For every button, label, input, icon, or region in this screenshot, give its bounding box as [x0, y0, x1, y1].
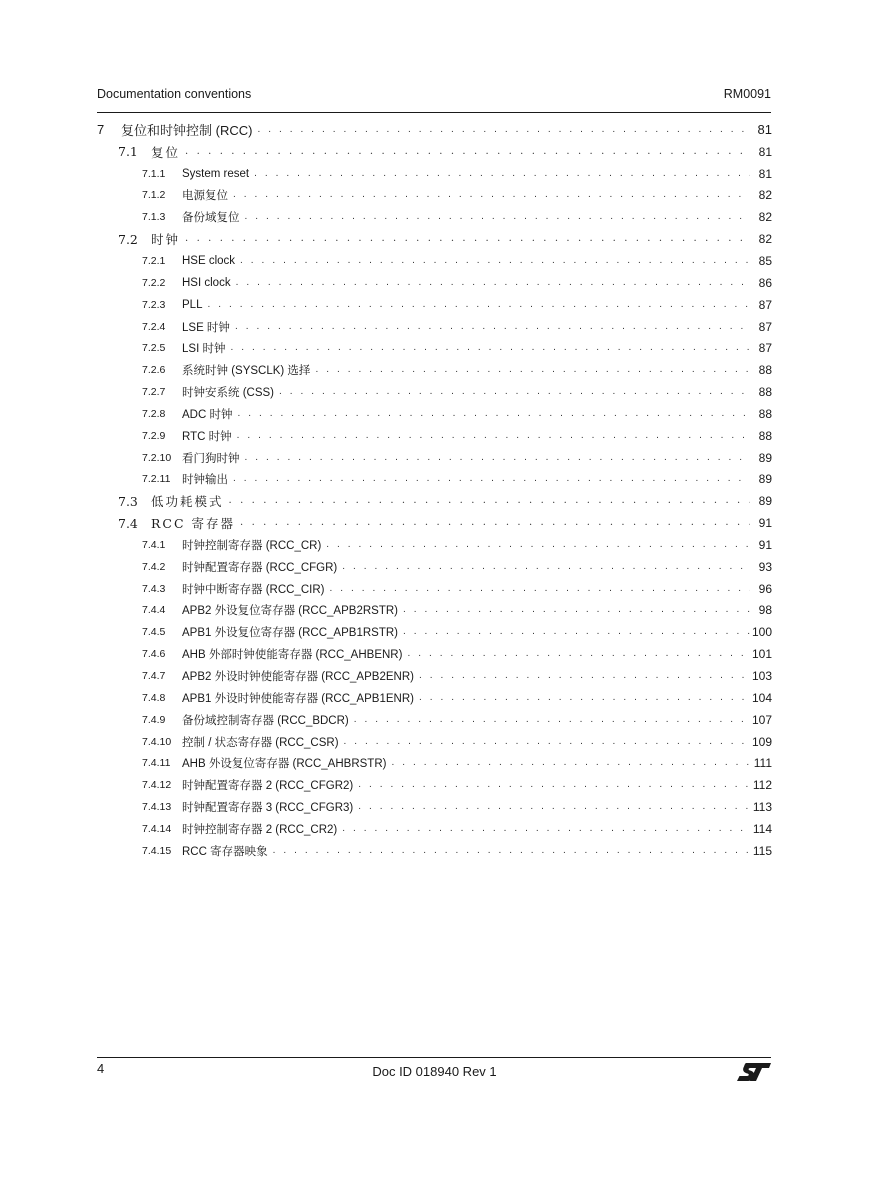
toc-entry-number: 7.4.1 — [142, 538, 166, 551]
toc-entry-number: 7 — [97, 122, 105, 138]
toc-entry-page: 115 — [752, 843, 772, 858]
toc-entry-title: 备份域复位 — [182, 212, 240, 225]
toc-leader-dots — [400, 605, 750, 615]
toc-entry-title: HSI clock — [182, 276, 231, 289]
toc-entry-number: 7.4.13 — [142, 801, 172, 814]
toc-entry-title: 控制 / 状态寄存器 (RCC_CSR) — [182, 736, 339, 749]
toc-entry-page: 85 — [758, 253, 772, 268]
toc-entry[interactable] — [97, 731, 772, 753]
toc-entry-number: 7.2.11 — [142, 473, 171, 486]
toc-entry-number: 7.2.2 — [142, 276, 166, 289]
toc-entry-page: 91 — [758, 516, 772, 531]
toc-entry-number: 7.2.4 — [142, 320, 166, 333]
toc-leader-dots — [339, 824, 750, 834]
toc-entry-title: 备份域控制寄存器 (RCC_BDCR) — [182, 714, 349, 727]
toc-leader-dots — [388, 758, 750, 768]
toc-entry-title: APB1 外设时钟使能寄存器 (RCC_APB1ENR) — [182, 692, 414, 705]
table-of-contents — [97, 119, 772, 862]
toc-entry-page: 81 — [758, 144, 772, 159]
toc-entry[interactable] — [97, 228, 772, 250]
toc-entry[interactable] — [97, 250, 772, 272]
toc-entry-page: 109 — [751, 734, 772, 749]
toc-leader-dots — [237, 518, 750, 528]
toc-entry-title: 时钟 — [151, 232, 181, 248]
toc-entry-number: 7.4.6 — [142, 648, 166, 661]
page-number: 4 — [97, 1061, 105, 1076]
toc-entry[interactable] — [97, 381, 772, 403]
toc-leader-dots — [237, 256, 750, 266]
toc-leader-dots — [270, 846, 750, 856]
toc-leader-dots — [242, 453, 751, 463]
toc-entry-page: 96 — [758, 581, 772, 596]
toc-entry[interactable] — [97, 294, 772, 316]
toc-entry-title: 低功耗模式 — [151, 494, 224, 510]
toc-leader-dots — [351, 715, 750, 725]
toc-entry-page: 88 — [758, 428, 772, 443]
toc-leader-dots — [323, 540, 750, 550]
toc-entry[interactable] — [97, 403, 772, 425]
toc-entry-number: 7.2 — [118, 231, 138, 247]
toc-entry-title: APB1 外设复位寄存器 (RCC_APB1RSTR) — [182, 627, 398, 640]
toc-entry-title: RCC 寄存器映象 — [182, 845, 268, 858]
toc-entry-page: 98 — [758, 603, 772, 618]
toc-entry-title: 时钟中断寄存器 (RCC_CIR) — [182, 583, 325, 596]
toc-entry-title: 时钟配置寄存器 2 (RCC_CFGR2) — [182, 780, 354, 793]
toc-entry[interactable] — [97, 600, 772, 622]
toc-entry-page: 88 — [758, 406, 772, 421]
toc-leader-dots — [404, 649, 750, 659]
toc-entry[interactable] — [97, 578, 772, 600]
toc-leader-dots — [230, 190, 750, 200]
toc-entry-title: HSE clock — [182, 254, 236, 267]
toc-leader-dots — [326, 584, 750, 594]
toc-entry-page: 101 — [751, 647, 772, 662]
toc-entry-title: LSE 时钟 — [182, 321, 230, 334]
toc-entry-number: 7.4.12 — [142, 779, 172, 792]
toc-entry-page: 112 — [752, 778, 772, 793]
toc-leader-dots — [234, 431, 750, 441]
toc-entry[interactable] — [97, 163, 772, 185]
toc-entry-number: 7.4.11 — [142, 757, 171, 770]
doc-id: Doc ID 018940 Rev 1 — [372, 1064, 497, 1079]
toc-entry-page: 104 — [751, 690, 772, 705]
toc-entry-title: 时钟输出 — [182, 474, 228, 487]
toc-entry-number: 7.1.1 — [142, 167, 166, 180]
toc-leader-dots — [312, 365, 750, 375]
toc-entry-page: 107 — [751, 712, 772, 727]
toc-entry-title: ADC 时钟 — [182, 408, 233, 421]
toc-entry[interactable] — [97, 141, 772, 163]
toc-entry-page: 87 — [758, 297, 772, 312]
toc-entry[interactable] — [97, 272, 772, 294]
toc-entry[interactable] — [97, 469, 772, 491]
toc-entry-title: APB2 外设复位寄存器 (RCC_APB2RSTR) — [182, 605, 398, 618]
toc-entry-number: 7.4.3 — [142, 582, 166, 595]
toc-entry-title: 复位 — [151, 144, 181, 160]
toc-leader-dots — [232, 322, 750, 332]
toc-entry[interactable] — [97, 621, 772, 643]
st-logo-icon — [737, 1062, 771, 1082]
toc-leader-dots — [182, 234, 750, 244]
toc-entry-number: 7.1.3 — [142, 211, 166, 224]
toc-entry-page: 87 — [758, 341, 772, 356]
toc-entry-page: 113 — [752, 800, 772, 815]
toc-entry[interactable] — [97, 687, 772, 709]
toc-entry-title: AHB 外设复位寄存器 (RCC_AHBRSTR) — [182, 758, 387, 771]
toc-entry-number: 7.4.2 — [142, 560, 166, 573]
toc-entry-title: RTC 时钟 — [182, 430, 232, 443]
page-header — [97, 87, 771, 107]
toc-entry-number: 7.2.10 — [142, 451, 172, 464]
toc-entry[interactable] — [97, 359, 772, 381]
toc-entry-title: System reset — [182, 167, 250, 180]
header-doc-ref: RM0091 — [723, 87, 771, 101]
toc-entry-number: 7.2.3 — [142, 298, 166, 311]
toc-entry[interactable] — [97, 556, 772, 578]
toc-entry-title: RCC 寄存器 — [151, 516, 236, 532]
toc-entry-number: 7.2.5 — [142, 342, 166, 355]
toc-entry[interactable] — [97, 425, 772, 447]
toc-leader-dots — [204, 300, 750, 310]
toc-entry[interactable] — [97, 206, 772, 228]
toc-leader-dots — [339, 562, 750, 572]
toc-entry[interactable] — [97, 665, 772, 687]
toc-leader-dots — [233, 278, 750, 288]
toc-entry[interactable] — [97, 818, 772, 840]
toc-leader-dots — [400, 627, 750, 637]
toc-entry-number: 7.4.5 — [142, 626, 166, 639]
toc-entry-page: 111 — [753, 756, 772, 771]
header-divider — [97, 112, 771, 113]
toc-leader-dots — [242, 212, 751, 222]
toc-entry-title: 时钟安系统 (CSS) — [182, 387, 274, 400]
toc-entry-page: 114 — [752, 821, 772, 836]
toc-entry-number: 7.1.2 — [142, 189, 166, 202]
toc-entry-page: 93 — [758, 559, 772, 574]
header-section-title: Documentation conventions — [97, 87, 252, 101]
toc-entry[interactable] — [97, 119, 772, 141]
toc-entry-number: 7.4.7 — [142, 670, 166, 683]
toc-entry-page: 100 — [751, 625, 772, 640]
toc-leader-dots — [341, 737, 750, 747]
toc-entry[interactable] — [97, 840, 772, 862]
toc-entry-title: 时钟控制寄存器 2 (RCC_CR2) — [182, 823, 338, 836]
toc-entry[interactable] — [97, 796, 772, 818]
toc-entry[interactable] — [97, 643, 772, 665]
toc-entry-page: 87 — [758, 319, 772, 334]
toc-entry-page: 89 — [758, 450, 772, 465]
toc-entry[interactable] — [97, 337, 772, 359]
toc-entry[interactable] — [97, 752, 772, 774]
toc-entry-page: 81 — [757, 122, 772, 138]
toc-entry[interactable] — [97, 447, 772, 469]
toc-entry-page: 89 — [758, 494, 772, 509]
toc-entry-number: 7.2.1 — [142, 254, 166, 267]
toc-entry-title: 看门狗时钟 — [182, 452, 240, 465]
toc-entry-number: 7.2.7 — [142, 386, 166, 399]
toc-leader-dots — [355, 780, 750, 790]
toc-entry-title: 时钟控制寄存器 (RCC_CR) — [182, 539, 322, 552]
toc-leader-dots — [254, 125, 750, 135]
toc-leader-dots — [234, 409, 750, 419]
toc-entry-title: AHB 外部时钟使能寄存器 (RCC_AHBENR) — [182, 649, 403, 662]
toc-leader-dots — [251, 169, 750, 179]
toc-entry-page: 82 — [758, 210, 772, 225]
toc-entry-number: 7.4.14 — [142, 822, 172, 835]
toc-entry-page: 82 — [758, 232, 772, 247]
toc-entry-title: PLL — [182, 298, 203, 311]
toc-entry-page: 88 — [758, 385, 772, 400]
toc-entry-number: 7.4.15 — [142, 844, 172, 857]
toc-entry-number: 7.1 — [118, 144, 138, 160]
toc-entry[interactable] — [97, 185, 772, 207]
toc-entry-title: APB2 外设时钟使能寄存器 (RCC_APB2ENR) — [182, 671, 414, 684]
toc-entry-number: 7.4.9 — [142, 713, 166, 726]
toc-entry-number: 7.4 — [118, 515, 138, 531]
toc-entry-title: 时钟配置寄存器 (RCC_CFGR) — [182, 561, 338, 574]
toc-entry-page: 82 — [758, 188, 772, 203]
footer-divider — [97, 1057, 771, 1058]
toc-leader-dots — [276, 387, 750, 397]
toc-entry-number: 7.4.4 — [142, 604, 166, 617]
toc-entry-title: 复位和时钟控制 (RCC) — [121, 123, 253, 139]
toc-entry[interactable] — [97, 534, 772, 556]
toc-entry-title: 系统时钟 (SYSCLK) 选择 — [182, 365, 311, 378]
toc-entry[interactable] — [97, 512, 772, 534]
toc-entry-number: 7.2.9 — [142, 429, 166, 442]
toc-entry-number: 7.2.8 — [142, 407, 166, 420]
toc-entry-page: 88 — [758, 363, 772, 378]
toc-entry[interactable] — [97, 316, 772, 338]
toc-entry-title: LSI 时钟 — [182, 343, 226, 356]
toc-leader-dots — [182, 147, 750, 157]
toc-entry-page: 81 — [758, 166, 772, 181]
toc-entry-number: 7.3 — [118, 493, 138, 509]
toc-entry[interactable] — [97, 774, 772, 796]
toc-leader-dots — [355, 802, 750, 812]
toc-leader-dots — [230, 474, 750, 484]
toc-entry-page: 89 — [758, 472, 772, 487]
toc-entry[interactable] — [97, 709, 772, 731]
toc-entry-page: 103 — [751, 669, 772, 684]
toc-entry-number: 7.2.6 — [142, 364, 166, 377]
toc-entry-title: 时钟配置寄存器 3 (RCC_CFGR3) — [182, 802, 354, 815]
toc-entry-title: 电源复位 — [182, 190, 228, 203]
toc-leader-dots — [416, 671, 750, 681]
toc-entry-number: 7.4.8 — [142, 691, 166, 704]
toc-leader-dots — [226, 496, 750, 506]
toc-entry[interactable] — [97, 490, 772, 512]
toc-entry-page: 91 — [758, 537, 772, 552]
toc-leader-dots — [227, 343, 750, 353]
toc-entry-page: 86 — [758, 275, 772, 290]
toc-leader-dots — [416, 693, 750, 703]
toc-entry-number: 7.4.10 — [142, 735, 172, 748]
